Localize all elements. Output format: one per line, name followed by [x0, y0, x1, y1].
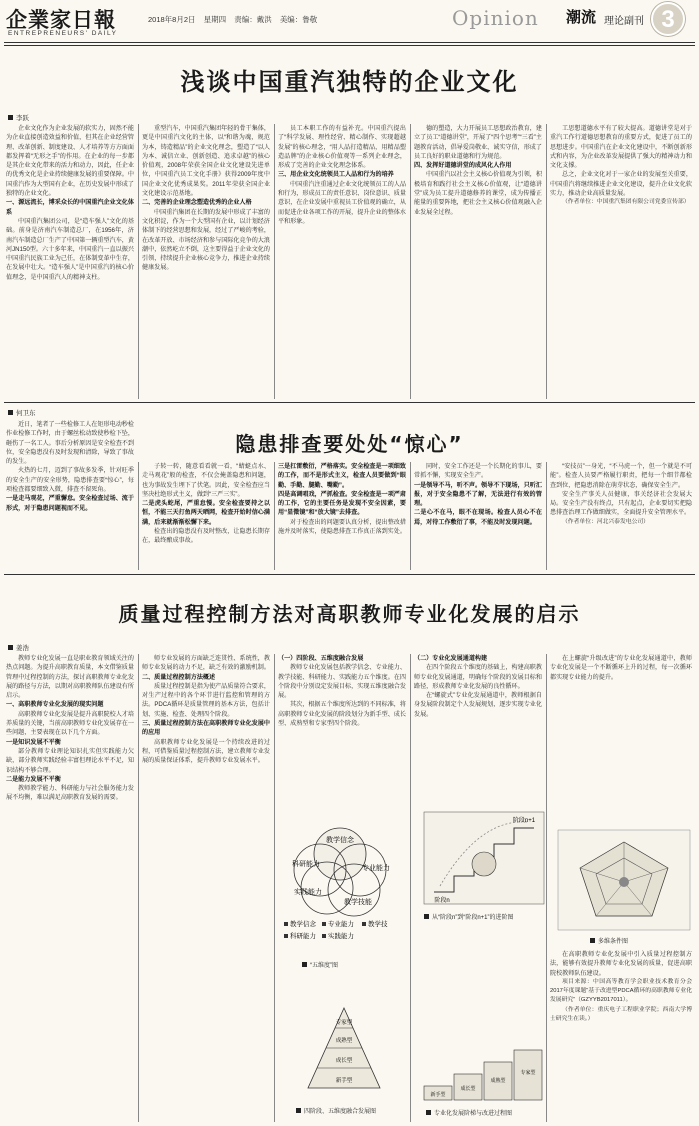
paragraph: 安全生产事关人员健康，事关经济社会发展大局。安全生产没有终点，只有起点，企业要切实把隐患排查治理工作做细做实，全面提升安全管理水平。: [550, 490, 692, 517]
paragraph: 火热的七月，迈到了事故多发季，针对旺季的安全生产的安全形势，隐患排查要“惊心”，每项检查都要细致入微，排查不留死角。: [6, 467, 134, 494]
issue-meta: [148, 14, 323, 25]
article2-column-5: [550, 462, 692, 570]
section-heading: 四是高调唱戏，严抓检查。安全检查是一项严肃的工作，它的主要任务是发现不安全因素，要用“显微镜”和“放大镜”去排查。: [278, 490, 406, 517]
figure-development-ladder: [420, 1046, 548, 1104]
paragraph: 师专业发展的方面缺乏连贯性、系统性，教师专业发展的动力不足，缺乏有效的激励机制。: [142, 655, 270, 672]
article1-column-5: [550, 124, 692, 399]
paragraph: 高职教师专业化发展是一个持续改进的过程，可借鉴质量过程控制方法，建立教师专业发展的质量保证体系，提升教师专业发展水平。: [142, 738, 270, 765]
paragraph: 项目来源：中国高等教育学会职业技术教育分会2017年度课题“基于改进型PDCA循环的高职教师专业化发展研究”（GZYYB2017011）。: [550, 978, 692, 1004]
article1-column-1: [6, 124, 134, 399]
article2-byline: 何卫东: [8, 408, 36, 417]
article1-column-2: [142, 124, 270, 399]
figure-multi-condition-caption: 多维条件图: [590, 936, 628, 945]
article1-title: 浅谈中国重汽独特的企业文化: [180, 68, 519, 96]
article3-column-3: [278, 654, 406, 804]
paragraph: 子转一转，随意看看就一看，“蜻蜓点水、走马观花”般的检查，不仅会掩盖隐患和问题，也为事故发生埋下了伏笔。因此，安全检查应当坚决杜绝形式主义，做到“三严三实”。: [142, 463, 270, 498]
figure-four-stages: [282, 1002, 406, 1102]
section-heading: 三、质量过程控制方法在高职教师专业化发展中的应用: [142, 720, 270, 737]
paragraph: （作者单位：中国重汽集团有限公司党委宣传部）: [562, 199, 690, 206]
circle-label-4: 教学技能: [344, 899, 372, 906]
legend-1: 教学信念: [290, 921, 316, 928]
paragraph: 教师专业化发展一直是职业教育领域关注的热点问题。为提升高职教育质量，本文借鉴质量管理中过程控制的方法，探讨高职教师专业化发展的路径与方法，以期对高职教师队伍建设有所启示。: [6, 655, 134, 700]
masthead-rule-thin: [4, 45, 695, 46]
paragraph: 近日，笔者了一些检修工人在矩形电动秒检作业检修工作时，由于螺丝松动致使秒检下坠，砸伤了一名工人。事后分析原因是安全检查不到位，安全隐患没有及时发现和清除，导致了事故的发生。: [6, 421, 134, 466]
article3-column-2: [142, 654, 270, 1122]
column-divider: [138, 654, 139, 1122]
article2-column-2: [142, 462, 270, 570]
column-divider: [546, 124, 547, 399]
column-divider: [546, 462, 547, 570]
paragraph: 高职教师专业化发展是提升高职院校人才培养质量的关键，当前高职教师专业化发展存在一些问题，主要表现在以下几个方面。: [6, 710, 134, 737]
circle-label-1: 教学信念: [326, 837, 354, 844]
figure-multi-condition: [556, 828, 692, 932]
masthead-rule: [4, 42, 695, 43]
paragraph: 检查出的隐患没有及时整改，让隐患长期存在，最终酿成事故。: [142, 528, 270, 545]
article1-byline: 李跃: [8, 113, 29, 122]
paragraph: 在“螺旋式”专业化发展通道中，教师根据自身发展阶段制定个人发展规划，逐步实现专业化发展。: [414, 692, 542, 718]
issue-editor: 责编：戴洪: [234, 15, 272, 24]
legend-5: 实践能力: [328, 933, 354, 940]
issue-designer: 美编：鲁敬: [279, 15, 318, 24]
article2-bottom-rule: [4, 574, 695, 575]
masthead: [0, 0, 699, 44]
paragraph: 中国重汽注重通过企业文化统领员工的人品和行为，形成员工的责任意识、岗位意识、质量意识，在企业发展中重视员工价值观的确立，从而促进企业各项工作的开展，提升企业的整体水平和形象。: [278, 180, 406, 225]
ladder-step-3: 成熟型: [490, 1078, 506, 1084]
article3-title: 质量过程控制方法对高职教师专业化发展的启示: [118, 602, 581, 626]
paragraph: 中国重汽集团公司，是“造车强人”文化的基础。前身是济南汽车制造总厂，在1956年，济南汽车制造总厂生产了中国第一辆重型汽车，黄河JN150型。六十多年来，中国重汽一直以振兴中国重汽民族工业为己任，在体制变革中生存，在发展中壮大。“造车强人”是中国重汽的核心价值理念，是中国重汽人的精神支柱。: [6, 217, 134, 281]
figure-stage-progression: [420, 808, 548, 908]
figure-four-stages-caption: 四阶段、五维度融合发展图: [296, 1106, 376, 1115]
section-heading: 二是能力发展不平衡: [6, 775, 61, 783]
section-heading: 三、用企业文化统领员工人品和行为的培养: [278, 171, 394, 179]
paragraph: 德的塑造，大力开展员工思想政治教育，建立了员工“道德讲堂”，开展了“四个思考”“三看”主题教育活动，倡导爱岗敬业、诚实守信，形成了员工良好的职业道德和行为规范。: [414, 125, 542, 160]
legend-3: 教学技: [368, 921, 388, 928]
article3-column-5: [550, 654, 692, 824]
paragraph: 教师专业化发展包括教学信念、专业能力、教学技能、科研能力、实践能力五个维度。在四个阶段中分别设定发展目标，实现五维度融合发展。: [278, 664, 406, 700]
paragraph: 其次，根据五个维度所达到的不同标准，将高职教师专业化发展的阶段划分为新手型、成长型、成熟型和专家型四个阶段。: [278, 701, 406, 728]
paragraph: 中国重汽以社会主义核心价值观为引领，积极培育和践行社会主义核心价值观，让“道德讲堂”成为员工提升道德修养的课堂，成为传播正能量的重要阵地，把社会主义核心价值观融入企业发展全过程。: [414, 171, 542, 216]
section-heading: 二、质量过程控制方法概述: [142, 673, 216, 681]
issue-date: 2018年8月2日: [148, 15, 196, 24]
paragraph: 在高职教师专业化发展中引入质量过程控制方法，能够有效提升教师专业化发展的质量，促进高职院校教师队伍建设。: [550, 951, 692, 977]
circle-label-2: 专业能力: [362, 865, 390, 872]
paragraph: 中国重汽集团在长期的发展中形成了丰富的文化积淀，作为一个大型国有企业，以计划经济体制下的经营思想和发展，经过了严峻的考验，在改革开放、市场经济和参与国际化竞争的大浪潮中，依然屹立不倒，这主要得益于企业文化的引领，持续提升企业核心竞争力，推进企业持续健康发展。: [142, 208, 270, 272]
section-heading: 一是领导不马，听不声。领导不下现场，只听汇报，对于安全隐患不了解，无法进行有效的管理。: [414, 481, 542, 508]
stage-label-3: 成长型: [335, 1058, 353, 1064]
article2-column-1: [6, 420, 134, 570]
article3-byline: 姜浩: [8, 643, 29, 652]
article1-column-3: [278, 124, 406, 399]
section-heading: （二）专业化发展通道构建: [414, 655, 488, 662]
paragraph: 企业文化作为企业发展的软实力，固然不能为企业直接创造效益和价值，但其在企业经营管理、改革创新、制度建设、人才培养等方方面面都发挥着“无形之手”的作用。在企业的每一步都是其企业文化带来的活力和动力，因此，任企业的优秀文化是企业持续健康发展的重要保障。中国重汽作为大型国有企业，在历史发展中形成了独特的企业文化。: [6, 125, 134, 198]
column-divider: [410, 654, 411, 1122]
section-heading: 一、源远流长，博采众长的中国重汽企业文化体系: [6, 199, 134, 216]
circle-label-3: 科研能力: [292, 861, 320, 868]
section-heading: 四、发挥好道德讲堂的成风化人作用: [414, 162, 512, 170]
section-heading: 二是虎头蛇尾，严重怠慢。安全检查要持之以恒，不能三天打鱼两天晒网，检查开始时信心满满，后来就渐渐松懈下来。: [142, 500, 270, 526]
stage-n-label: 阶段n: [434, 898, 450, 904]
column-divider: [274, 124, 275, 399]
paragraph: “安技员”一身光，“不马虎一个，但一个就是不可能”。检查人员要严格履行职责，把每一个细节都检查到位，把隐患消除在萌芽状态，确保安全生产。: [550, 463, 692, 489]
page-number-badge: 3: [651, 2, 685, 36]
stage-label-1: 专家型: [335, 1020, 353, 1026]
paragraph: 在四个阶段五个维度的基础上，构建高职教师专业化发展通道，明确每个阶段的发展目标和路径，形成教师专业化发展的良性循环。: [414, 664, 542, 690]
stage-label-2: 成熟型: [335, 1038, 353, 1044]
column-divider: [274, 654, 275, 1122]
paragraph: 同时，安全工作还是一个长期化的事儿，要常抓不懈，实现安全生产。: [414, 463, 542, 480]
paragraph: （作者单位：河北兴泰发电公司）: [562, 518, 649, 525]
article1-bottom-rule: [4, 402, 695, 403]
section-heading: 一、高职教师专业化发展的现实问题: [6, 701, 104, 709]
newspaper-logo: 企業家日報: [6, 7, 116, 32]
paragraph: 对于检查出的问题要认真分析，提出整改措施并及时落实，使隐患排查工作真正落到实处。: [278, 518, 406, 536]
article3-column-5-lower: [550, 950, 692, 1122]
column-divider: [410, 124, 411, 399]
figure-stage-progression-caption: 从“阶段n”到“阶段n+1”的进阶图: [424, 912, 514, 921]
paragraph: 教师教学能力、科研能力与社会服务能力发展不均衡，难以满足高职教育发展的需要。: [6, 785, 134, 802]
stage-n1-label: 阶段n+1: [512, 818, 536, 824]
section-name: 潮流: [566, 8, 597, 26]
ladder-step-2: 成长型: [460, 1086, 476, 1092]
paragraph: 部分教师专业理论知识扎实但实践能力欠缺，部分教师实践经验丰富但理论水平不足，知识结构不够合理。: [6, 747, 134, 774]
paragraph: 质量过程控制是指为使产品质量符合要求，对生产过程中的各个环节进行监控和管理的方法。PDCA循环是质量管理的基本方法，包括计划、实施、检查、处理四个阶段。: [142, 682, 270, 718]
column-divider: [138, 462, 139, 570]
figure-development-ladder-caption: 专业化发展阶梯与改进过程图: [426, 1108, 512, 1117]
legend-4: 科研能力: [290, 933, 316, 940]
paragraph: 在上螺旋“升级改进”的专业化发展通道中，教师专业化发展是一个不断循环上升的过程，每一次循环都实现专业能力的提升。: [550, 655, 692, 681]
section-heading: 二是心不在马，眼不在现场。检查人员心不在焉，对待工作敷衍了事，不能及时发现问题。: [414, 509, 542, 526]
article3-column-4-lower: [414, 924, 542, 1044]
article2-title: 隐患排查要处处“惊心”: [235, 432, 464, 456]
article3-column-1: [6, 654, 134, 1122]
article2-column-4: [414, 462, 542, 570]
circle-label-5: 实践能力: [294, 889, 322, 896]
section-heading: （一）四阶段、五维度融合发展: [278, 655, 364, 662]
stage-label-4: 新手型: [335, 1078, 353, 1084]
subsection-name: 理论副刊: [604, 16, 644, 27]
figure-five-dimensions: [282, 808, 406, 958]
column-divider: [138, 124, 139, 399]
figure-five-dimensions-caption: “五维度”图: [302, 960, 338, 969]
section-heading: 一是知识发展不平衡: [6, 738, 61, 746]
legend-2: 专业能力: [328, 921, 354, 928]
paragraph: 工思想道德水平有了较大提高。道德讲堂是对于重汽工作行道德思想教育的重要方式，促进了员工的思想进步。中国重汽在企业文化建设中，不断创新形式和内容，为企业改革发展提供了强大的精神动力和文化支撑。: [550, 125, 692, 170]
article2-column-3: [278, 462, 406, 570]
column-divider: [410, 462, 411, 570]
section-heading: 一是走马观花，严重懈怠。安全检查过场、流于形式，对于隐患问题视而不见。: [6, 495, 134, 512]
article1-column-4: [414, 124, 542, 399]
opinion-label: Opinion: [452, 6, 539, 30]
paragraph: （作者单位：重庆电子工程职业学院；西南大学博士研究生在读。）: [550, 1006, 692, 1023]
newspaper-logo-english: ENTREPRENEURS' DAILY: [8, 30, 118, 37]
column-divider: [546, 654, 547, 1122]
paragraph: 重型汽车，中国重汽集团年轻的骨干集体，更是中国重汽文化的主体，以“和谐为魂，规范为本，铸造精品”的企业文化理念，塑造了“以人为本、诚信立业、创新创造、追求卓越”的核心价值观，2008年荣获全国企业文化建设先进单位，中国重汽员工文化手册》获得2009年度中国企业文化优秀成果奖。2011年荣获全国企业文化建设示范基地。: [142, 125, 270, 198]
paragraph: 总之，企业文化对于一家企业的发展至关重要，中国重汽将继续推进企业文化建设，提升企业文化软实力，推动企业高质量发展。: [550, 171, 692, 198]
article3-column-4: [414, 654, 542, 804]
ladder-step-1: 新手型: [430, 1092, 446, 1098]
section-heading: 三是扛雷敷衍，严格落实。安全检查是一项细致的工作，而不是形式主义，检查人员要做到“眼勤、手勤、腿勤、嘴勤”。: [278, 463, 406, 489]
column-divider: [274, 462, 275, 570]
issue-weekday: 星期四: [203, 15, 227, 24]
ladder-step-4: 专家型: [520, 1070, 536, 1076]
paragraph: 员工本职工作的有益补充。中国重汽提出了“科学发展、理性经营、精心制作、实现超越发展”的核心理念，“用人品打造精品，用精品塑造品牌”的企业核心价值观等一系列企业理念，形成了完善的企业文化理念体系。: [278, 125, 406, 170]
section-heading: 二、完善的企业理念塑造优秀的企业人格: [142, 199, 252, 207]
